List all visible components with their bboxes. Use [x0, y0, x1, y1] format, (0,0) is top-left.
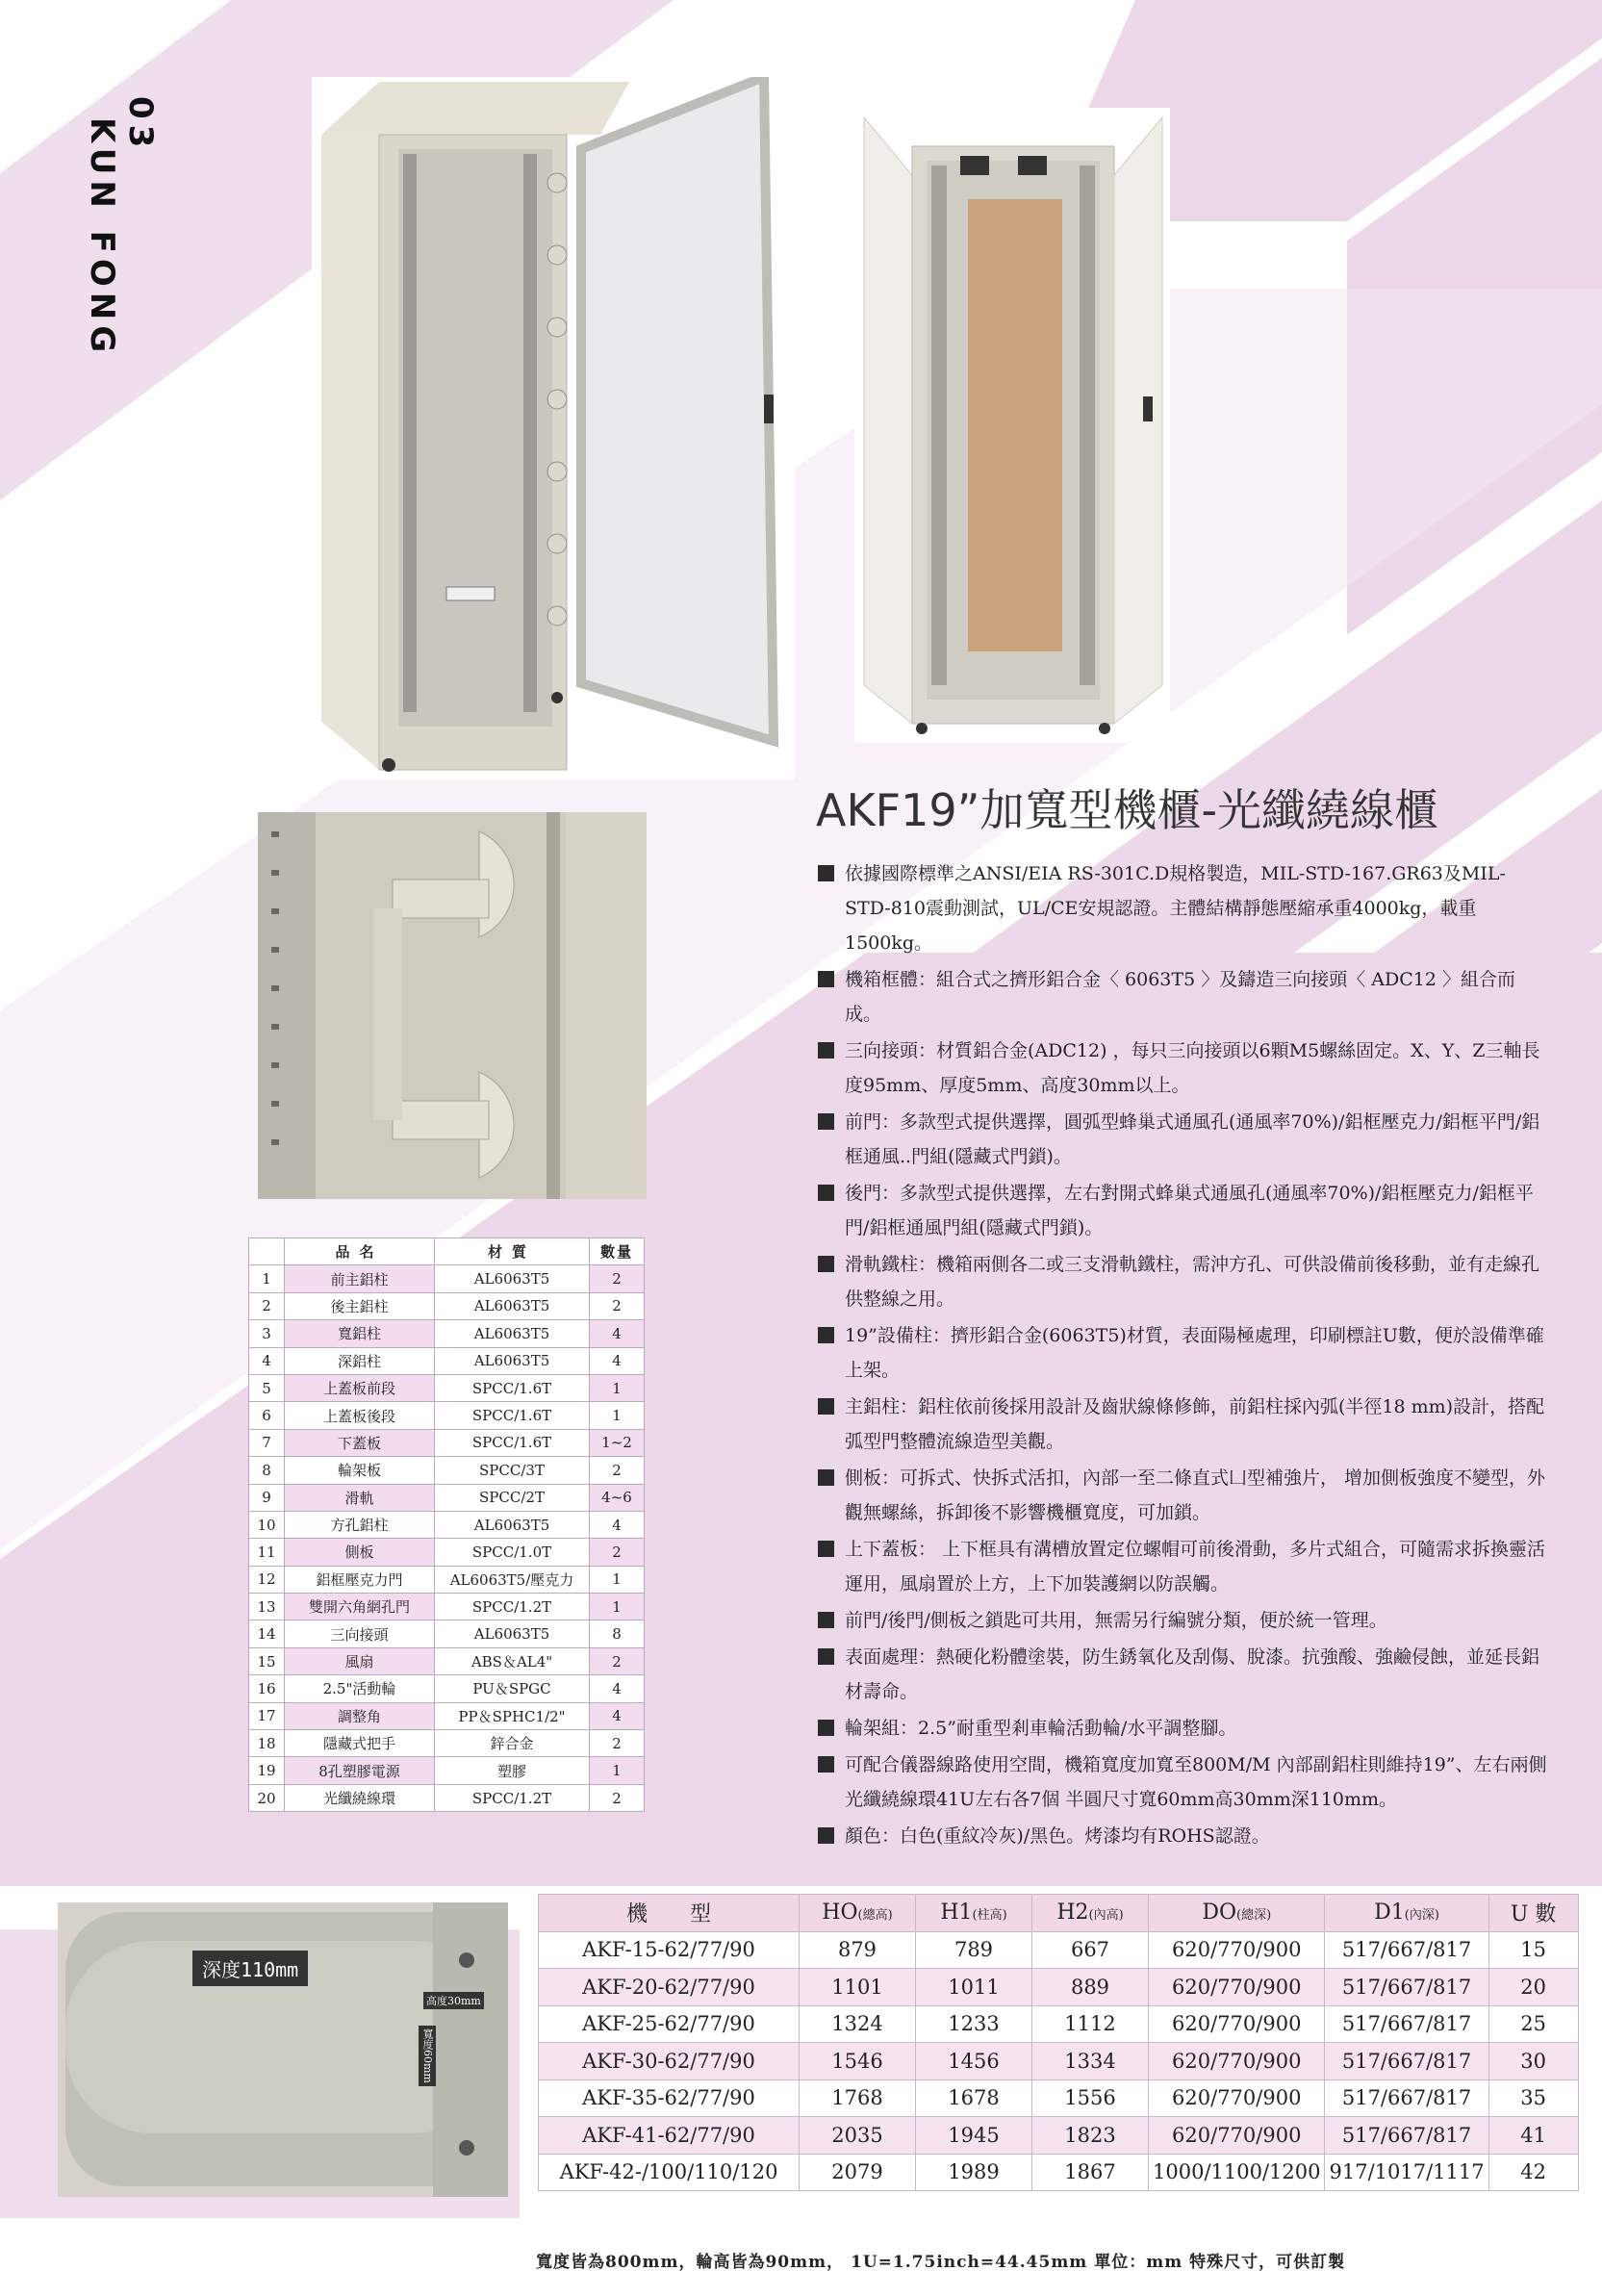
ring-profile-photo	[58, 1902, 508, 2197]
bullet-square-icon	[818, 1185, 834, 1201]
spec-header-row	[539, 1895, 1579, 1932]
bullet-square-icon	[818, 1256, 834, 1272]
feature-item: 主鋁柱：鋁柱依前後採用設計及齒狀線條修飾，前鋁柱採內弧(半徑18 mm)設計，搭配弧型門整體流線造型美觀。	[816, 1390, 1547, 1459]
spec-row: AKF-35-62/77/90 1768 1678 1556 620/770/900 517/667/817 35	[539, 2079, 1579, 2117]
feature-item: 表面處理：熱硬化粉體塗裝，防生銹氧化及刮傷、脫漆。抗強酸、強鹼侵蝕，並延長鋁材壽命。	[816, 1640, 1547, 1709]
feature-item: 機箱框體：組合式之擠形鋁合金〈 6063T5 〉及鑄造三向接頭〈 ADC12 〉組合而成。	[816, 962, 1547, 1032]
bullet-square-icon	[818, 1612, 834, 1628]
bullet-square-icon	[818, 1042, 834, 1059]
parts-row: 14 三向接頭 AL6063T5 8	[249, 1620, 645, 1647]
parts-row: 12 鋁框壓克力門 AL6063T5/壓克力 1	[249, 1566, 645, 1593]
width-label: 寬度60mm	[419, 2026, 436, 2086]
bullet-square-icon	[818, 1398, 834, 1415]
bullet-square-icon	[818, 971, 834, 987]
parts-row: 3 寬鋁柱 AL6063T5 4	[249, 1320, 645, 1347]
depth-label: 深度110mm	[191, 1949, 310, 1988]
parts-row: 6 上蓋板後段 SPCC/1.6T 1	[249, 1402, 645, 1429]
spec-header-h2: H2(內高)	[1032, 1895, 1149, 1932]
spec-row: AKF-15-62/77/90 879 789 667 620/770/900 517/667/817 15	[539, 1931, 1579, 1969]
spec-row: AKF-30-62/77/90 1546 1456 1334 620/770/900 517/667/817 30	[539, 2043, 1579, 2080]
height-label: 高度30mm	[423, 1992, 484, 2009]
parts-row: 20 光纖繞線環 SPCC/1.2T 2	[249, 1784, 645, 1811]
bullet-square-icon	[818, 1720, 834, 1736]
spec-table	[538, 1894, 1579, 2191]
parts-table	[248, 1237, 645, 1812]
parts-header-qty: 數量	[590, 1238, 645, 1265]
parts-row: 15 風扇 ABS＆AL4" 2	[249, 1647, 645, 1674]
spec-header-u: U 數	[1488, 1895, 1578, 1932]
bullet-square-icon	[818, 1113, 834, 1130]
parts-row: 17 調整角 PP＆SPHC1/2" 4	[249, 1702, 645, 1729]
feature-item: 前門：多款型式提供選擇，圓弧型蜂巢式通風孔(通風率70%)/鋁框壓克力/鋁框平門/鋁框通風..門組(隱藏式門鎖)。	[816, 1105, 1547, 1174]
spec-row: AKF-25-62/77/90 1324 1233 1112 620/770/900 517/667/817 25	[539, 2005, 1579, 2043]
bullet-square-icon	[818, 1541, 834, 1557]
brand-name: KUN FONG	[83, 117, 121, 359]
bullet-square-icon	[818, 865, 834, 881]
parts-header-row	[249, 1238, 645, 1265]
bullet-square-icon	[818, 1327, 834, 1343]
parts-row: 2 後主鋁柱 AL6063T5 2	[249, 1292, 645, 1319]
feature-item: 前門/後門/側板之鎖匙可共用，無需另行編號分類，便於統一管理。	[816, 1603, 1547, 1638]
feature-item: 三向接頭：材質鋁合金(ADC12) ，每只三向接頭以6顆M5螺絲固定。X、Y、Z三軸長度95mm、厚度5mm、高度30mm以上。	[816, 1033, 1547, 1103]
parts-row: 11 側板 SPCC/1.0T 2	[249, 1539, 645, 1566]
fiber-ring-closeup-photo	[258, 812, 647, 1199]
parts-row: 18 隱藏式把手 鋅合金 2	[249, 1730, 645, 1757]
spec-header-h1: H1(柱高)	[916, 1895, 1032, 1932]
bullet-square-icon	[818, 1648, 834, 1665]
parts-row: 13 雙開六角網孔門 SPCC/1.2T 1	[249, 1594, 645, 1620]
feature-item: 上下蓋板： 上下框具有溝槽放置定位螺帽可前後滑動，多片式組合，可隨需求拆換靈活運用，風扇置於上方，上下加裝護網以防誤觸。	[816, 1532, 1547, 1601]
parts-header-num	[249, 1238, 285, 1265]
spec-row: AKF-20-62/77/90 1101 1011 889 620/770/900 517/667/817 20	[539, 1969, 1579, 2006]
section-number: 03	[121, 96, 160, 154]
cabinet-rear-doors-photo	[854, 108, 1170, 743]
feature-item: 輪架組：2.5”耐重型剎車輪活動輪/水平調整腳。	[816, 1711, 1547, 1746]
feature-item: 側板：可拆式、快拆式活扣，內部一至二條直式凵型補強片， 增加側板強度不變型，外觀無螺絲，拆卸後不影響機櫃寬度，可加鎖。	[816, 1461, 1547, 1530]
spec-row: AKF-41-62/77/90 2035 1945 1823 620/770/900 517/667/817 41	[539, 2117, 1579, 2155]
side-label	[83, 96, 160, 358]
parts-row: 7 下蓋板 SPCC/1.6T 1~2	[249, 1429, 645, 1456]
cabinet-glass-door-photo	[312, 77, 795, 779]
footer-note: 寬度皆為800mm，輪高皆為90mm， 1U=1.75inch=44.45mm 單位：mm 特殊尺寸，可供訂製	[536, 2253, 1346, 2272]
parts-row: 1 前主鋁柱 AL6063T5 2	[249, 1265, 645, 1292]
feature-item: 顏色：白色(重紋冷灰)/黑色。烤漆均有ROHS認證。	[816, 1819, 1547, 1853]
feature-item: 可配合儀器線路使用空間，機箱寬度加寬至800M/M 內部副鋁柱則維持19”、左右兩側光纖繞線環41U左右各7個 半圓尺寸寬60mm高30mm深110mm。	[816, 1748, 1547, 1817]
feature-item: 19”設備柱：擠形鋁合金(6063T5)材質，表面陽極處理，印刷標註U數，便於設備準確上架。	[816, 1318, 1547, 1388]
feature-item: 後門：多款型式提供選擇，左右對開式蜂巢式通風孔(通風率70%)/鋁框壓克力/鋁框平門/鋁框通風門組(隱藏式門鎖)。	[816, 1176, 1547, 1245]
page-title: AKF19”加寬型機櫃-光纖繞線櫃	[816, 784, 1439, 836]
spec-header-model: 機 型	[539, 1895, 800, 1932]
parts-row: 9 滑軌 SPCC/2T 4~6	[249, 1484, 645, 1511]
spec-header-d1: D1(內深)	[1325, 1895, 1488, 1932]
spec-header-h0: HO(總高)	[800, 1895, 916, 1932]
bullet-square-icon	[818, 1756, 834, 1773]
bullet-square-icon	[818, 1827, 834, 1844]
parts-row: 10 方孔鋁柱 AL6063T5 4	[249, 1511, 645, 1538]
parts-row: 8 輪架板 SPCC/3T 2	[249, 1457, 645, 1484]
parts-row: 4 深鋁柱 AL6063T5 4	[249, 1347, 645, 1374]
parts-row: 16 2.5"活動輪 PU＆SPGC 4	[249, 1675, 645, 1702]
feature-item: 依據國際標準之ANSI/EIA RS-301C.D規格製造，MIL-STD-167.GR63及MIL-STD-810震動測試，UL/CE安規認證。主體結構靜態壓縮承重4000kg，載重1500kg。	[816, 856, 1547, 960]
bullet-square-icon	[818, 1469, 834, 1486]
parts-row: 5 上蓋板前段 SPCC/1.6T 1	[249, 1374, 645, 1401]
feature-item: 滑軌鐵柱：機箱兩側各二或三支滑軌鐵柱，需沖方孔、可供設備前後移動，並有走線孔供整線之用。	[816, 1247, 1547, 1316]
parts-header-name: 品名	[285, 1238, 435, 1265]
spec-header-do: DO(總深)	[1149, 1895, 1325, 1932]
spec-row: AKF-42-/100/110/120 2079 1989 1867 1000/1100/1200 917/1017/1117 42	[539, 2154, 1579, 2191]
parts-row: 19 8孔塑膠電源 塑膠 1	[249, 1757, 645, 1784]
parts-header-material: 材質	[435, 1238, 590, 1265]
feature-list	[816, 856, 1547, 1855]
